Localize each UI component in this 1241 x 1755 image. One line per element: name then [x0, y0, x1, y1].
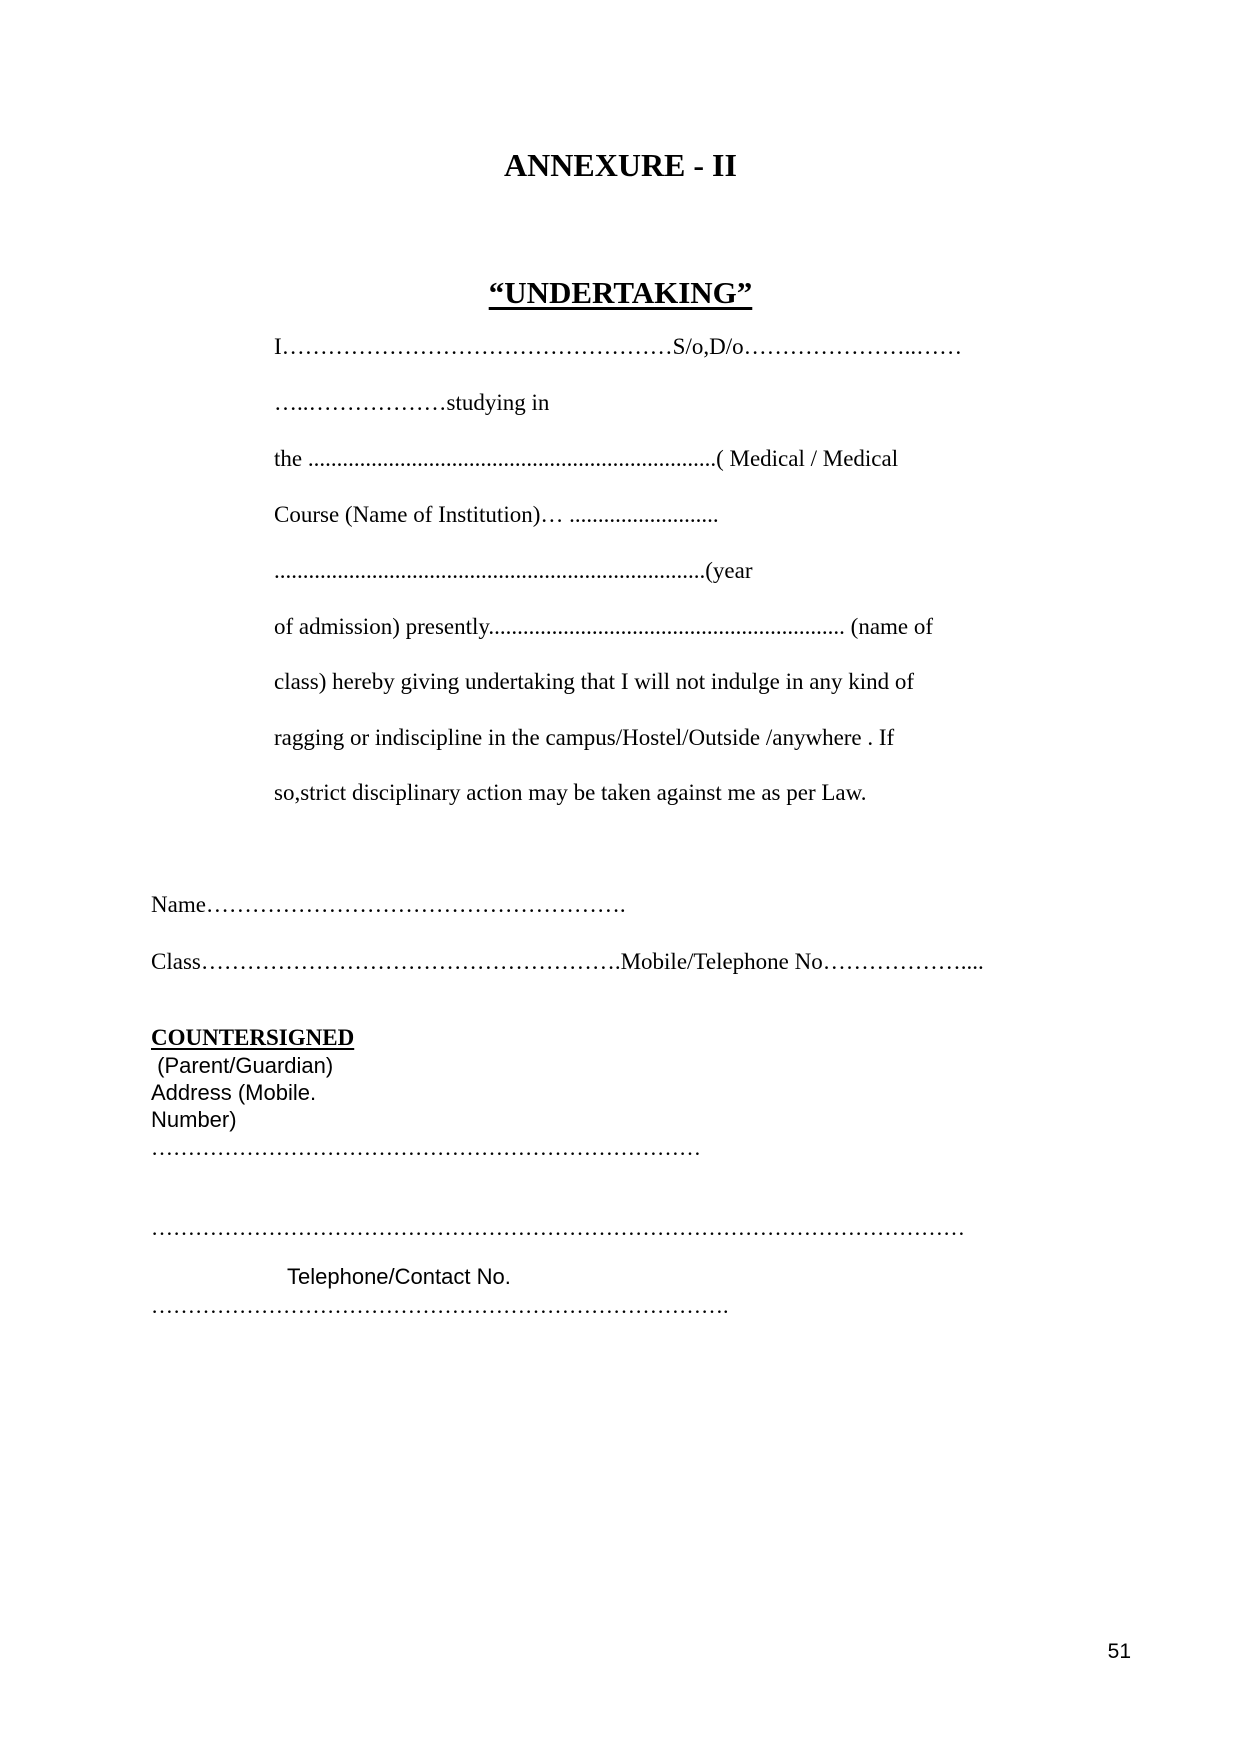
body-line: so,strict disciplinary action may be taken against me as per Law. — [274, 780, 867, 805]
number-label: Number) — [151, 1107, 237, 1132]
body-line: I……………………………………………S/o,D/o…………………..…… — [274, 334, 963, 359]
body-line: class) hereby giving undertaking that I will not indulge in any kind of — [274, 669, 915, 694]
body-line: …..………………studying in — [274, 390, 550, 415]
annexure-title: ANNEXURE - II — [504, 147, 737, 183]
class-mobile-field-line: Class……………………………………………….Mobile/Telephone No……………….... — [151, 949, 984, 974]
parent-guardian-label: (Parent/Guardian) — [151, 1053, 334, 1078]
body-line: the .......................................................................( Medical / Medical — [274, 446, 899, 471]
body-line: Course (Name of Institution)… .......................... — [274, 502, 719, 527]
telephone-contact-label: Telephone/Contact No. — [287, 1264, 511, 1289]
page-number: 51 — [1107, 1640, 1131, 1663]
address-dotted-line-2: ………………………………………………………………………………………………… — [151, 1215, 965, 1240]
body-line: of admission) presently.............................................................. (name of — [274, 614, 934, 639]
telephone-dotted-line: ……………………………………………………………………. — [151, 1293, 729, 1318]
address-label: Address (Mobile. — [151, 1080, 317, 1105]
address-dotted-line: ………………………………………………………………… — [151, 1135, 701, 1160]
countersigned-label: COUNTERSIGNED — [151, 1025, 355, 1050]
undertaking-heading: “UNDERTAKING” — [488, 275, 753, 310]
body-line: ...........................................................................(year — [274, 558, 753, 583]
body-line: ragging or indiscipline in the campus/Hostel/Outside /anywhere . If — [274, 725, 895, 750]
name-field-line: Name………………………………………………. — [151, 892, 626, 917]
